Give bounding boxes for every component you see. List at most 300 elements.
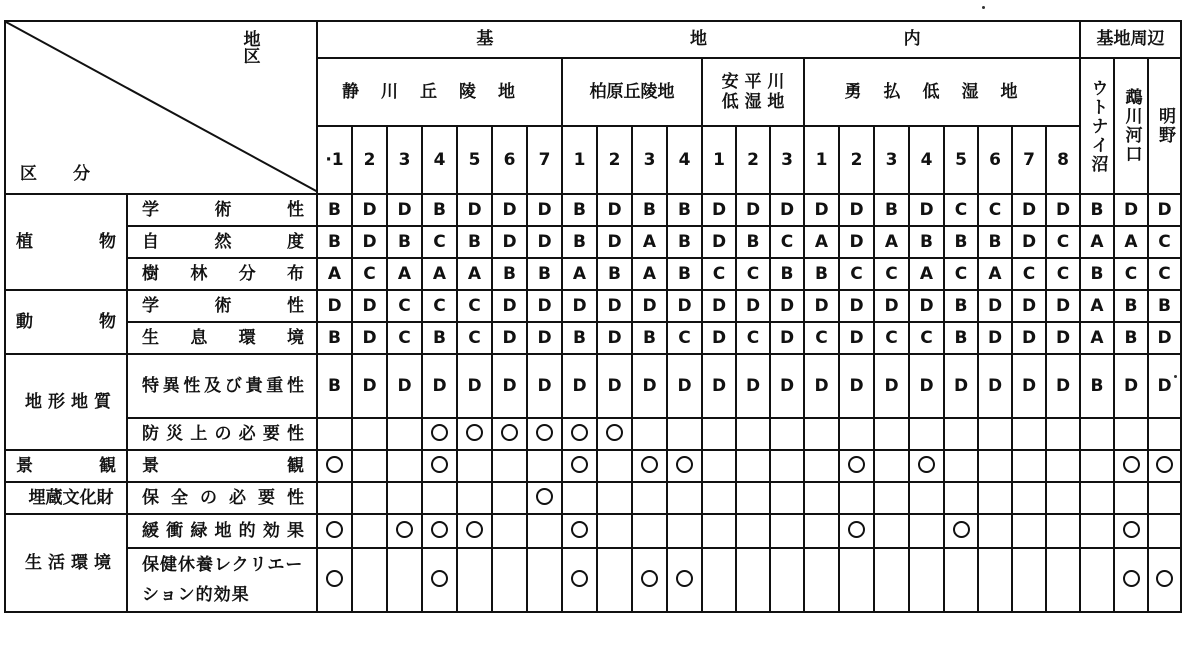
site-number: 3 bbox=[632, 126, 667, 194]
grade-cell bbox=[804, 514, 839, 548]
grade-cell bbox=[702, 548, 736, 612]
grade-cell bbox=[597, 450, 632, 482]
grade-cell: B bbox=[317, 226, 352, 258]
category-label: 植物 bbox=[5, 194, 127, 290]
grade-cell: B bbox=[804, 258, 839, 290]
circle-mark bbox=[571, 456, 588, 473]
grade-cell bbox=[944, 514, 978, 548]
circle-mark bbox=[431, 570, 448, 587]
grade-cell bbox=[702, 514, 736, 548]
grade-cell bbox=[944, 418, 978, 450]
grade-cell: A bbox=[422, 258, 457, 290]
grade-cell: D bbox=[1046, 322, 1080, 354]
grade-cell: D bbox=[352, 226, 387, 258]
grade-cell: D bbox=[527, 322, 562, 354]
grade-cell: C bbox=[1148, 226, 1181, 258]
criterion-label: 景観 bbox=[127, 450, 317, 482]
grade-cell bbox=[702, 450, 736, 482]
grade-cell bbox=[562, 450, 597, 482]
grade-cell: C bbox=[978, 194, 1012, 226]
grade-cell bbox=[527, 450, 562, 482]
grade-cell bbox=[1046, 418, 1080, 450]
grade-cell: D bbox=[1114, 354, 1148, 418]
grade-cell: C bbox=[1114, 258, 1148, 290]
grade-cell: D bbox=[702, 226, 736, 258]
grade-cell: D bbox=[562, 354, 597, 418]
circle-mark bbox=[431, 456, 448, 473]
grade-cell bbox=[352, 450, 387, 482]
grade-cell bbox=[1012, 450, 1046, 482]
criterion-label: 保全の必要性 bbox=[127, 482, 317, 514]
grade-cell: D bbox=[736, 354, 770, 418]
grade-cell: D bbox=[978, 322, 1012, 354]
circle-mark bbox=[848, 521, 865, 538]
site-number: 5 bbox=[944, 126, 978, 194]
grade-cell bbox=[457, 482, 492, 514]
grade-cell: D bbox=[632, 354, 667, 418]
grade-cell: A bbox=[632, 226, 667, 258]
grade-cell: D bbox=[492, 290, 527, 322]
circle-mark bbox=[606, 424, 623, 441]
grade-cell: D bbox=[527, 226, 562, 258]
grade-cell: D bbox=[1012, 290, 1046, 322]
grade-cell bbox=[770, 418, 804, 450]
grade-cell: D bbox=[944, 354, 978, 418]
grade-cell: D bbox=[597, 194, 632, 226]
grade-cell bbox=[492, 548, 527, 612]
grade-cell bbox=[352, 548, 387, 612]
circle-mark bbox=[326, 456, 343, 473]
grade-cell bbox=[632, 548, 667, 612]
grade-cell bbox=[909, 514, 944, 548]
grade-cell: D bbox=[352, 194, 387, 226]
grade-cell bbox=[597, 548, 632, 612]
grade-cell bbox=[562, 418, 597, 450]
grade-cell: B bbox=[667, 194, 702, 226]
grade-cell bbox=[457, 418, 492, 450]
zone-header: 勇払低湿地 bbox=[804, 58, 1080, 126]
grade-cell: C bbox=[944, 194, 978, 226]
grade-cell bbox=[457, 548, 492, 612]
grade-cell: D bbox=[457, 354, 492, 418]
grade-cell bbox=[909, 548, 944, 612]
grade-cell: C bbox=[770, 226, 804, 258]
grade-cell bbox=[1012, 514, 1046, 548]
grade-cell: A bbox=[978, 258, 1012, 290]
grade-cell bbox=[527, 418, 562, 450]
circle-mark bbox=[1156, 456, 1173, 473]
grade-cell: C bbox=[667, 322, 702, 354]
grade-cell: A bbox=[457, 258, 492, 290]
grade-cell: D bbox=[1012, 194, 1046, 226]
grade-cell bbox=[736, 548, 770, 612]
grade-cell: D bbox=[667, 354, 702, 418]
grade-cell bbox=[874, 514, 909, 548]
circle-mark bbox=[1123, 521, 1140, 538]
grade-cell: A bbox=[909, 258, 944, 290]
grade-cell: D bbox=[597, 354, 632, 418]
grade-cell: D bbox=[702, 322, 736, 354]
grade-cell: D bbox=[909, 194, 944, 226]
grade-cell bbox=[1148, 514, 1181, 548]
grade-cell bbox=[978, 450, 1012, 482]
grade-cell bbox=[632, 418, 667, 450]
grade-cell: D bbox=[874, 290, 909, 322]
criterion-label: 樹林分布 bbox=[127, 258, 317, 290]
grade-cell bbox=[1114, 514, 1148, 548]
grade-cell bbox=[770, 548, 804, 612]
site-number: 2 bbox=[352, 126, 387, 194]
grade-cell: B bbox=[457, 226, 492, 258]
zone-header: 安 平 川 低 湿 地 bbox=[702, 58, 804, 126]
category-label: 地形地質 bbox=[5, 354, 127, 450]
grade-cell bbox=[1148, 418, 1181, 450]
grade-cell: D bbox=[1012, 226, 1046, 258]
grade-cell: B bbox=[562, 194, 597, 226]
criterion-label: 学術性 bbox=[127, 194, 317, 226]
grade-cell bbox=[352, 418, 387, 450]
grade-cell bbox=[1046, 514, 1080, 548]
grade-cell: B bbox=[597, 258, 632, 290]
grade-cell: D bbox=[1046, 290, 1080, 322]
grade-cell bbox=[457, 450, 492, 482]
grade-cell bbox=[1080, 450, 1114, 482]
criterion-label: 自然度 bbox=[127, 226, 317, 258]
grade-cell bbox=[978, 514, 1012, 548]
grade-cell: B bbox=[770, 258, 804, 290]
circle-mark bbox=[326, 521, 343, 538]
grade-cell bbox=[597, 514, 632, 548]
grade-cell bbox=[422, 450, 457, 482]
site-number: 7 bbox=[1012, 126, 1046, 194]
grade-cell: D bbox=[597, 322, 632, 354]
grade-cell: B bbox=[736, 226, 770, 258]
grade-cell bbox=[492, 450, 527, 482]
grade-cell bbox=[667, 548, 702, 612]
grade-cell bbox=[702, 418, 736, 450]
grade-cell: D bbox=[804, 354, 839, 418]
grade-cell: D bbox=[527, 290, 562, 322]
site-number: 4 bbox=[909, 126, 944, 194]
category-label: 景観 bbox=[5, 450, 127, 482]
grade-cell: B bbox=[1080, 354, 1114, 418]
criterion-label: 緩衝緑地的効果 bbox=[127, 514, 317, 548]
category-label: 生活環境 bbox=[5, 514, 127, 612]
grade-cell: D bbox=[1148, 322, 1181, 354]
grade-cell: C bbox=[422, 226, 457, 258]
grade-cell: D bbox=[422, 354, 457, 418]
grade-cell: B bbox=[317, 194, 352, 226]
grade-cell: B bbox=[492, 258, 527, 290]
corner-header bbox=[5, 21, 317, 194]
zone-header: 柏原丘陵地 bbox=[562, 58, 702, 126]
grade-cell bbox=[839, 418, 874, 450]
grade-cell: D bbox=[978, 290, 1012, 322]
circle-mark bbox=[676, 456, 693, 473]
circle-mark bbox=[396, 521, 413, 538]
scan-speck bbox=[982, 6, 985, 9]
circle-mark bbox=[326, 570, 343, 587]
periphery-site-header: 鵡川河口 bbox=[1114, 58, 1148, 194]
grade-cell bbox=[736, 482, 770, 514]
grade-cell: B bbox=[944, 226, 978, 258]
grade-cell: C bbox=[387, 290, 422, 322]
grade-cell: D bbox=[527, 194, 562, 226]
grade-cell bbox=[387, 418, 422, 450]
grade-cell bbox=[839, 514, 874, 548]
grade-cell: D bbox=[874, 354, 909, 418]
site-number: 1 bbox=[804, 126, 839, 194]
grade-cell bbox=[1080, 514, 1114, 548]
grade-cell bbox=[1114, 418, 1148, 450]
grade-cell bbox=[874, 482, 909, 514]
circle-mark bbox=[466, 424, 483, 441]
grade-cell: C bbox=[736, 322, 770, 354]
circle-mark bbox=[536, 424, 553, 441]
site-number: 6 bbox=[492, 126, 527, 194]
grade-cell: D bbox=[352, 290, 387, 322]
periphery-site-header: ウトナイ沼 bbox=[1080, 58, 1114, 194]
criterion-label: 生息環境 bbox=[127, 322, 317, 354]
site-number: 1 bbox=[702, 126, 736, 194]
grade-cell: D bbox=[457, 194, 492, 226]
grade-cell bbox=[527, 482, 562, 514]
grade-cell: D bbox=[387, 194, 422, 226]
site-number: 1 bbox=[562, 126, 597, 194]
grade-cell: D bbox=[770, 194, 804, 226]
grade-cell: D bbox=[804, 290, 839, 322]
site-number: 3 bbox=[874, 126, 909, 194]
grade-cell: D bbox=[736, 290, 770, 322]
grade-cell: B bbox=[1114, 290, 1148, 322]
grade-cell: C bbox=[1148, 258, 1181, 290]
grade-cell bbox=[597, 482, 632, 514]
grade-cell: D bbox=[597, 226, 632, 258]
grade-cell bbox=[317, 548, 352, 612]
grade-cell bbox=[1080, 548, 1114, 612]
grade-cell bbox=[1148, 482, 1181, 514]
site-number: 7 bbox=[527, 126, 562, 194]
grade-cell bbox=[457, 514, 492, 548]
grade-cell: C bbox=[1046, 226, 1080, 258]
grade-cell: D bbox=[909, 290, 944, 322]
circle-mark bbox=[536, 488, 553, 505]
grade-cell bbox=[422, 514, 457, 548]
grade-cell: B bbox=[422, 194, 457, 226]
site-number: 6 bbox=[978, 126, 1012, 194]
grade-cell: D bbox=[839, 354, 874, 418]
grade-cell: D bbox=[1046, 194, 1080, 226]
district-label: 地区 bbox=[243, 30, 299, 67]
grade-cell: D bbox=[352, 354, 387, 418]
grade-cell: D bbox=[492, 322, 527, 354]
grade-cell bbox=[702, 482, 736, 514]
grade-cell: D bbox=[839, 290, 874, 322]
grade-cell bbox=[770, 482, 804, 514]
grade-cell bbox=[422, 548, 457, 612]
grade-cell bbox=[667, 482, 702, 514]
periphery-site-header: 明野 bbox=[1148, 58, 1181, 194]
grade-cell bbox=[387, 450, 422, 482]
grade-cell bbox=[1012, 482, 1046, 514]
grade-cell: C bbox=[804, 322, 839, 354]
grade-cell bbox=[317, 418, 352, 450]
circle-mark bbox=[953, 521, 970, 538]
grade-cell bbox=[492, 418, 527, 450]
grade-cell: D bbox=[804, 194, 839, 226]
grade-cell: C bbox=[1012, 258, 1046, 290]
site-number: 2 bbox=[839, 126, 874, 194]
grade-cell: C bbox=[457, 322, 492, 354]
grade-cell bbox=[1046, 548, 1080, 612]
zone-header: 静川丘陵地 bbox=[317, 58, 562, 126]
grade-cell: D bbox=[702, 290, 736, 322]
circle-mark bbox=[1156, 570, 1173, 587]
grade-cell: B bbox=[667, 258, 702, 290]
circle-mark bbox=[1123, 456, 1140, 473]
base-periphery-header: 基地周辺 bbox=[1080, 21, 1181, 58]
grade-cell bbox=[667, 450, 702, 482]
grade-cell bbox=[352, 482, 387, 514]
grade-cell bbox=[387, 514, 422, 548]
circle-mark bbox=[641, 456, 658, 473]
grade-cell bbox=[1114, 548, 1148, 612]
grade-cell: B bbox=[1114, 322, 1148, 354]
grade-cell: A bbox=[804, 226, 839, 258]
grade-cell bbox=[839, 482, 874, 514]
circle-mark bbox=[1123, 570, 1140, 587]
grade-cell bbox=[874, 548, 909, 612]
site-number: 5 bbox=[457, 126, 492, 194]
grade-cell bbox=[422, 482, 457, 514]
grade-cell: D bbox=[839, 322, 874, 354]
grade-cell: D bbox=[978, 354, 1012, 418]
category-label: 動物 bbox=[5, 290, 127, 354]
grade-cell: D bbox=[317, 290, 352, 322]
grade-cell bbox=[492, 514, 527, 548]
grade-cell bbox=[736, 418, 770, 450]
grade-cell bbox=[667, 514, 702, 548]
grade-cell bbox=[978, 482, 1012, 514]
grade-cell: D bbox=[667, 290, 702, 322]
circle-mark bbox=[571, 570, 588, 587]
circle-mark bbox=[431, 521, 448, 538]
grade-cell: D bbox=[1012, 322, 1046, 354]
grade-cell bbox=[874, 418, 909, 450]
grade-cell: B bbox=[422, 322, 457, 354]
evaluation-table bbox=[4, 20, 1182, 613]
grade-cell: D bbox=[702, 194, 736, 226]
grade-cell: B bbox=[317, 354, 352, 418]
site-number: 2 bbox=[736, 126, 770, 194]
grade-cell bbox=[770, 514, 804, 548]
grade-cell: D bbox=[597, 290, 632, 322]
grade-cell: D bbox=[562, 290, 597, 322]
grade-cell: B bbox=[632, 322, 667, 354]
grade-cell: C bbox=[387, 322, 422, 354]
grade-cell: A bbox=[632, 258, 667, 290]
grade-cell bbox=[1012, 418, 1046, 450]
grade-cell: B bbox=[909, 226, 944, 258]
grade-cell bbox=[1080, 418, 1114, 450]
circle-mark bbox=[571, 521, 588, 538]
grade-cell: B bbox=[1080, 258, 1114, 290]
grade-cell: D bbox=[492, 354, 527, 418]
grade-cell: A bbox=[562, 258, 597, 290]
grade-cell: C bbox=[874, 322, 909, 354]
grade-cell bbox=[1046, 450, 1080, 482]
grade-cell: A bbox=[874, 226, 909, 258]
grade-cell bbox=[317, 514, 352, 548]
grade-cell: B bbox=[562, 226, 597, 258]
grade-cell: D bbox=[736, 194, 770, 226]
grade-cell bbox=[909, 418, 944, 450]
grade-cell: B bbox=[874, 194, 909, 226]
grade-cell bbox=[597, 418, 632, 450]
grade-cell bbox=[944, 548, 978, 612]
circle-mark bbox=[431, 424, 448, 441]
site-number: 8 bbox=[1046, 126, 1080, 194]
grade-cell bbox=[1012, 548, 1046, 612]
grade-cell: C bbox=[736, 258, 770, 290]
grade-cell: D bbox=[909, 354, 944, 418]
circle-mark bbox=[676, 570, 693, 587]
grade-cell bbox=[736, 450, 770, 482]
base-interior-header: 基 地 内 bbox=[317, 21, 1080, 58]
grade-cell bbox=[1114, 482, 1148, 514]
criterion-label: 学術性 bbox=[127, 290, 317, 322]
grade-cell bbox=[804, 418, 839, 450]
grade-cell: D bbox=[1012, 354, 1046, 418]
grade-cell: A bbox=[1080, 322, 1114, 354]
grade-cell bbox=[1046, 482, 1080, 514]
site-number: 3 bbox=[770, 126, 804, 194]
grade-cell: D bbox=[770, 354, 804, 418]
grade-cell: B bbox=[317, 322, 352, 354]
grade-cell: D bbox=[1114, 194, 1148, 226]
grade-cell bbox=[387, 482, 422, 514]
grade-cell bbox=[387, 548, 422, 612]
grade-cell: C bbox=[422, 290, 457, 322]
grade-cell: D bbox=[387, 354, 422, 418]
grade-cell bbox=[317, 482, 352, 514]
circle-mark bbox=[918, 456, 935, 473]
grade-cell bbox=[804, 450, 839, 482]
grade-cell bbox=[1148, 450, 1181, 482]
grade-cell bbox=[839, 548, 874, 612]
grade-cell bbox=[562, 548, 597, 612]
grade-cell bbox=[944, 450, 978, 482]
grade-cell bbox=[562, 482, 597, 514]
grade-cell bbox=[317, 450, 352, 482]
grade-cell: C bbox=[702, 258, 736, 290]
grade-cell: B bbox=[562, 322, 597, 354]
grade-cell bbox=[632, 450, 667, 482]
grade-cell bbox=[632, 514, 667, 548]
grade-cell: D bbox=[702, 354, 736, 418]
grade-cell bbox=[352, 514, 387, 548]
grade-cell bbox=[422, 418, 457, 450]
grade-cell: B bbox=[1148, 290, 1181, 322]
grade-cell bbox=[492, 482, 527, 514]
grade-cell: C bbox=[457, 290, 492, 322]
site-number: 3 bbox=[387, 126, 422, 194]
circle-mark bbox=[571, 424, 588, 441]
grade-cell: A bbox=[317, 258, 352, 290]
grade-cell: C bbox=[909, 322, 944, 354]
circle-mark bbox=[501, 424, 518, 441]
grade-cell: D bbox=[492, 226, 527, 258]
